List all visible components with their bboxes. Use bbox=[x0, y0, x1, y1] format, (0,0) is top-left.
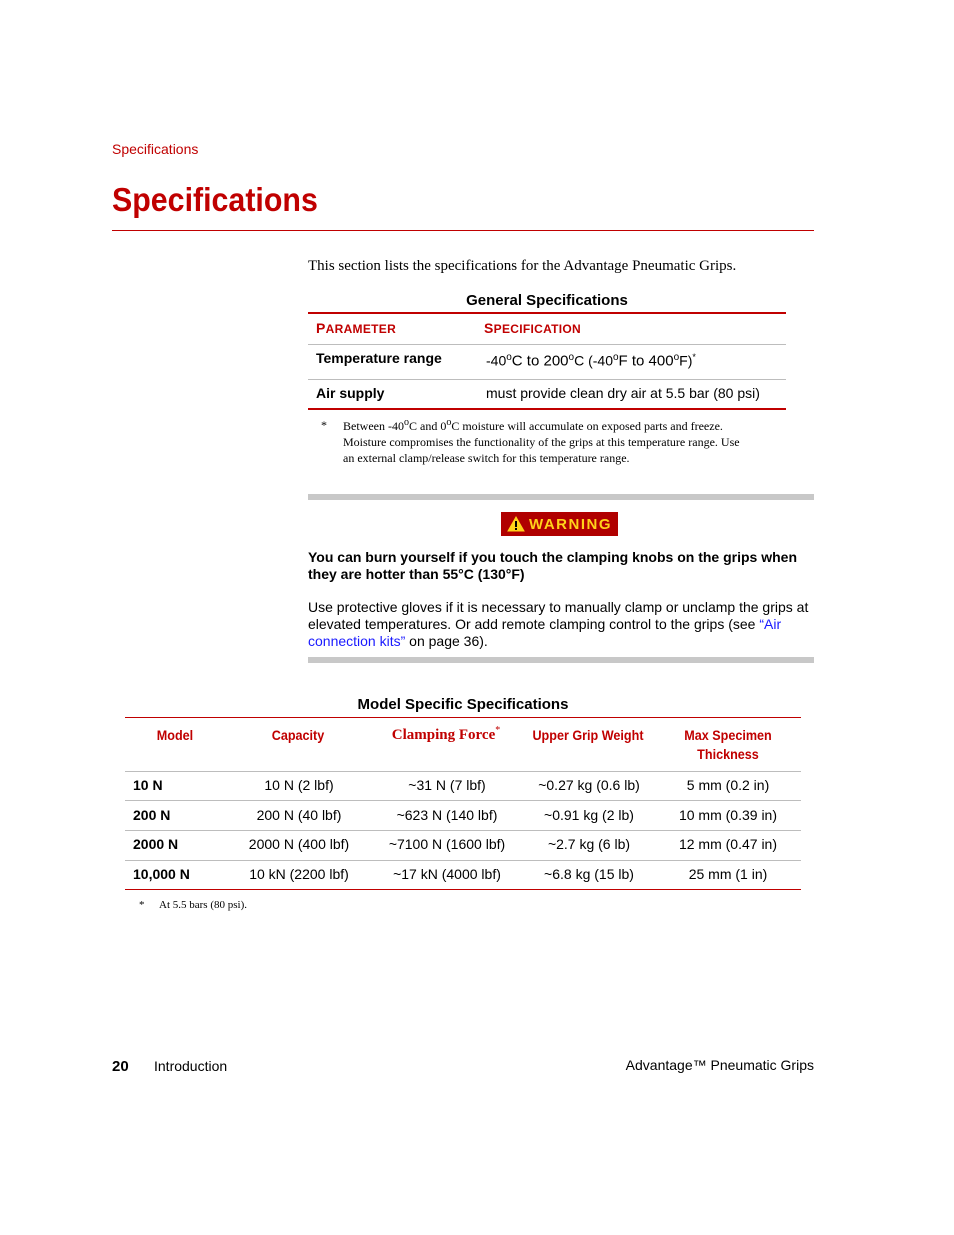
title-rule bbox=[112, 230, 814, 231]
model-table-cell-upper-grip-weight: ~0.91 kg (2 lb) bbox=[544, 807, 634, 823]
model-table-cell-model: 200 N bbox=[133, 807, 171, 823]
model-table-row-rule bbox=[125, 860, 801, 861]
general-table-row-temperature-label: Temperature range bbox=[316, 350, 442, 366]
model-table-caption: Model Specific Specifications bbox=[357, 696, 569, 713]
model-table-footnote-mark: * bbox=[139, 899, 145, 911]
model-table-cell-capacity: 2000 N (400 lbf) bbox=[248, 836, 350, 852]
warning-badge bbox=[501, 512, 618, 536]
model-table-cell-max-thickness: 25 mm (1 in) bbox=[688, 866, 768, 882]
model-table-cell-model: 10 N bbox=[133, 777, 163, 793]
warning-top-bar bbox=[308, 494, 814, 500]
model-table-top-rule bbox=[125, 717, 801, 718]
model-table-cell-model: 10,000 N bbox=[133, 866, 190, 882]
warning-bottom-bar bbox=[308, 657, 814, 663]
model-table-header-upper-grip-weight: Upper Grip Weight bbox=[532, 727, 644, 743]
general-table-row-temperature-spec: -40$^o$C to 200$^o$C (-40$^o$F to 400$^o$F)* bbox=[486, 352, 696, 370]
intro-paragraph: This section lists the specifications for the Advantage Pneumatic Grips. bbox=[308, 258, 737, 274]
warning-triangle-icon bbox=[507, 516, 525, 532]
warning-label: WARNING bbox=[529, 515, 612, 533]
breadcrumb[interactable]: Specifications bbox=[112, 141, 199, 157]
warning-body-text: Use protective gloves if it is necessary to manually clamp or unclamp the grips at elevated temperatures. Or add remote clamping control to the grips (see “Air connection kits” on page 36). bbox=[308, 599, 809, 649]
model-table-header-max-specimen-thickness: Max Specimen Thickness bbox=[684, 727, 772, 762]
model-table-cell-clamping-force: ~31 N (7 lbf) bbox=[408, 777, 486, 793]
model-table-row-rule bbox=[125, 800, 801, 801]
air-connection-kits-link[interactable]: “Air connection kits” bbox=[308, 616, 782, 649]
general-table-footnote: Between -40$^o$C and 0$^o$C moisture will accumulate on exposed parts and freeze. Moisture compromises the functionality of the grips at this temperature range. Use an external clamp/release switch for this temperature range. bbox=[343, 417, 740, 465]
footer-section: Introduction bbox=[154, 1058, 228, 1074]
model-table-header-rule bbox=[125, 771, 801, 772]
general-table-row-air-spec: must provide clean dry air at 5.5 bar (80 psi) bbox=[486, 385, 760, 401]
footer-page-number: 20 bbox=[112, 1058, 129, 1075]
model-table-header-capacity: Capacity bbox=[271, 727, 325, 743]
model-table-bottom-rule bbox=[125, 889, 801, 890]
model-table-cell-upper-grip-weight: ~0.27 kg (0.6 lb) bbox=[538, 777, 640, 793]
model-table-cell-clamping-force: ~7100 N (1600 lbf) bbox=[388, 836, 506, 852]
model-table-cell-capacity: 10 N (2 lbf) bbox=[264, 777, 334, 793]
model-table-row-rule bbox=[125, 830, 801, 831]
general-table-top-rule bbox=[308, 312, 786, 314]
general-table-row-air-label: Air supply bbox=[316, 385, 385, 401]
model-table-cell-clamping-force: ~17 kN (4000 lbf) bbox=[393, 866, 501, 882]
model-table-cell-capacity: 10 kN (2200 lbf) bbox=[249, 866, 349, 882]
general-table-caption: General Specifications bbox=[466, 292, 628, 309]
general-table-header-rule bbox=[308, 344, 786, 345]
model-table-cell-capacity: 200 N (40 lbf) bbox=[256, 807, 342, 823]
model-table-cell-max-thickness: 5 mm (0.2 in) bbox=[686, 777, 770, 793]
page-title: Specifications bbox=[112, 181, 318, 218]
model-table-header-clamping-force: Clamping Force* bbox=[391, 725, 501, 743]
model-table-cell-max-thickness: 10 mm (0.39 in) bbox=[678, 807, 778, 823]
general-table-row-rule bbox=[308, 379, 786, 380]
model-table-cell-max-thickness: 12 mm (0.47 in) bbox=[678, 836, 778, 852]
general-table-header-specification: SPECIFICATION bbox=[484, 320, 582, 336]
warning-bold-text: You can burn yourself if you touch the clamping knobs on the grips when they are hotter than 55°C (130°F) bbox=[308, 549, 797, 582]
general-table-footnote-mark: * bbox=[321, 418, 327, 432]
model-table-cell-model: 2000 N bbox=[133, 836, 179, 852]
model-table-cell-upper-grip-weight: ~2.7 kg (6 lb) bbox=[547, 836, 631, 852]
model-table-cell-clamping-force: ~623 N (140 lbf) bbox=[396, 807, 498, 823]
footer-doc-title: Advantage™ Pneumatic Grips bbox=[625, 1057, 814, 1073]
general-table-bottom-rule bbox=[308, 408, 786, 410]
general-table-header-parameter: PARAMETER bbox=[316, 320, 397, 336]
model-table-footnote: At 5.5 bars (80 psi). bbox=[159, 899, 247, 911]
model-table-header-model: Model bbox=[156, 727, 194, 743]
model-table-cell-upper-grip-weight: ~6.8 kg (15 lb) bbox=[544, 866, 634, 882]
